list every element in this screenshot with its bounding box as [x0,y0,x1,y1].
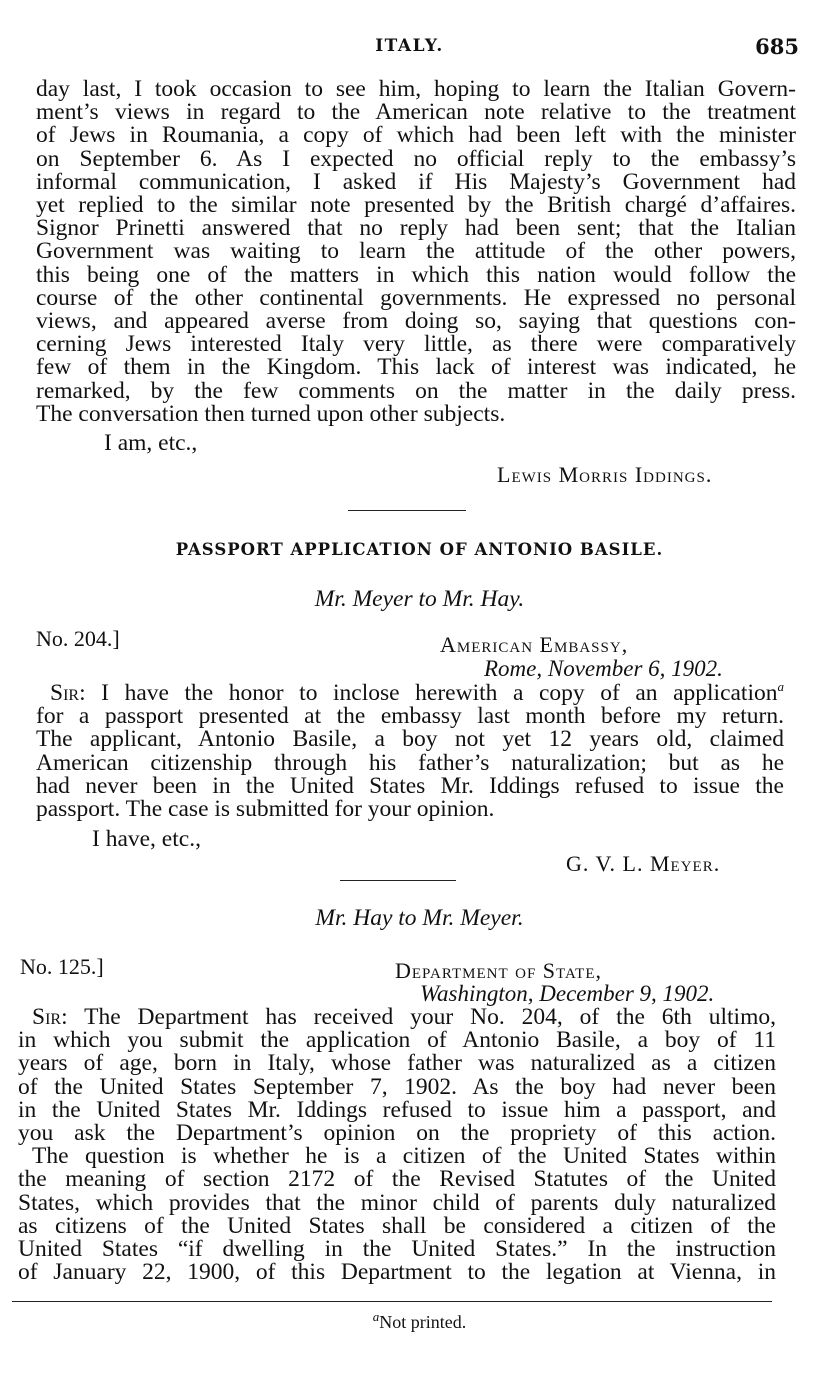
letter3-address: Department of State, [395,958,602,983]
text-line: The applicant, Antonio Basile, a boy not yet 12 years old, claimed [36,726,784,753]
text-line-content: : The Department has received your No. 204, of the 6th ultimo, [61,1004,776,1030]
text-line: views, and appeared averse from doing so, saying that questions con- [36,308,796,335]
footnote-rule [12,1301,772,1302]
letter3-number: No. 125.] [20,954,104,979]
letter2-signature: G. V. L. Meyer. [566,851,721,876]
section-divider [348,510,466,511]
page-header [20,34,799,64]
letter3-dateline: Washington, December 9, 1902. [420,981,715,1006]
text-line: Government was waiting to learn the attitude of the other powers, [36,238,796,265]
letter2-number: No. 204.] [36,626,120,651]
footnote-text: Not printed. [379,1312,467,1332]
letter2-dateline: Rome, November 6, 1902. [484,656,723,681]
text-line: ment’s views in regard to the American note relative to the treatment [36,99,796,126]
text-line: for a passport presented at the embassy last month before my return. [36,703,784,730]
footnote-mark: a [372,1309,380,1324]
text-line: passport. The case is submitted for your opinion. [36,796,495,823]
text-line: as citizens of the United States shall be considered a citizen of the [18,1212,776,1239]
salutation: Sir [32,1004,62,1030]
letter3-body [18,1006,776,1284]
running-head: ITALY. [375,36,444,56]
letter2-address: American Embassy, [440,632,629,657]
letter2-heading: Mr. Meyer to Mr. Hay. [314,586,525,612]
text-line: cerning Jews interested Italy very little, as there were comparatively [36,331,796,358]
text-line: of Jews in Roumania, a copy of which had been left with the minister [36,122,796,149]
text-line: The question is whether he is a citizen of the United States within [32,1143,776,1170]
letter2-body [36,679,784,823]
letter2-closing: I have, etc., [92,826,201,852]
text-line: Signor Prinetti answered that no reply had been sent; that the Italian [36,215,796,242]
text-line: yet replied to the similar note presented by the British chargé d’affaires. [36,192,796,219]
text-line: in the United States Mr. Iddings refused to issue him a passport, and [18,1096,776,1123]
text-line: States, which provides that the minor child of parents duly naturalized [18,1189,776,1216]
letter1-body [36,78,796,426]
text-line: remarked, by the few comments on the matter in the daily press. [36,377,796,404]
text-line: course of the other continental governments. He expressed no personal [36,284,796,311]
text-line: United States “if dwelling in the United States.” In the instruction [18,1236,776,1263]
text-line: the meaning of section 2172 of the Revised Statutes of the United [18,1166,776,1193]
section-title: PASSPORT APPLICATION OF ANTONIO BASILE. [175,540,664,559]
letter1-signature: Lewis Morris Iddings. [497,462,713,487]
text-line [36,679,784,706]
text-line: The conversation then turned upon other subjects. [36,400,506,427]
text-line [18,1006,776,1029]
text-line-content: : I have the honor to inclose herewith a copy of an application [79,680,778,706]
text-line: informal communication, I asked if His Majesty’s Government had [36,168,796,195]
letter1-closing: I am, etc., [104,430,198,456]
letter-divider [340,880,456,881]
salutation: Sir [50,680,80,706]
text-line: on September 6. As I expected no official reply to the embassy’s [36,145,796,172]
text-line: American citizenship through his father’s naturalization; but as he [36,749,784,776]
text-line: you ask the Department’s opinion on the propriety of this action. [18,1120,776,1147]
text-line: day last, I took occasion to see him, hoping to learn the Italian Govern- [36,76,796,102]
text-line: of January 22, 1900, of this Department to the legation at Vienna, in [18,1259,776,1286]
text-line: in which you submit the application of Antonio Basile, a boy of 11 [18,1027,776,1054]
footnote-marker: a [777,679,784,695]
letter3-heading: Mr. Hay to Mr. Meyer. [315,905,524,931]
text-line: few of them in the Kingdom. This lack of interest was indicated, he [36,354,796,381]
footnote [0,1309,839,1333]
text-line: of the United States September 7, 1902. As the boy had never been [18,1073,776,1100]
text-line: this being one of the matters in which this nation would follow the [36,261,796,288]
text-line: had never been in the United States Mr. Iddings refused to issue the [36,772,784,799]
text-line: years of age, born in Italy, whose father was naturalized as a citizen [18,1050,776,1077]
page-number: 685 [755,34,799,59]
